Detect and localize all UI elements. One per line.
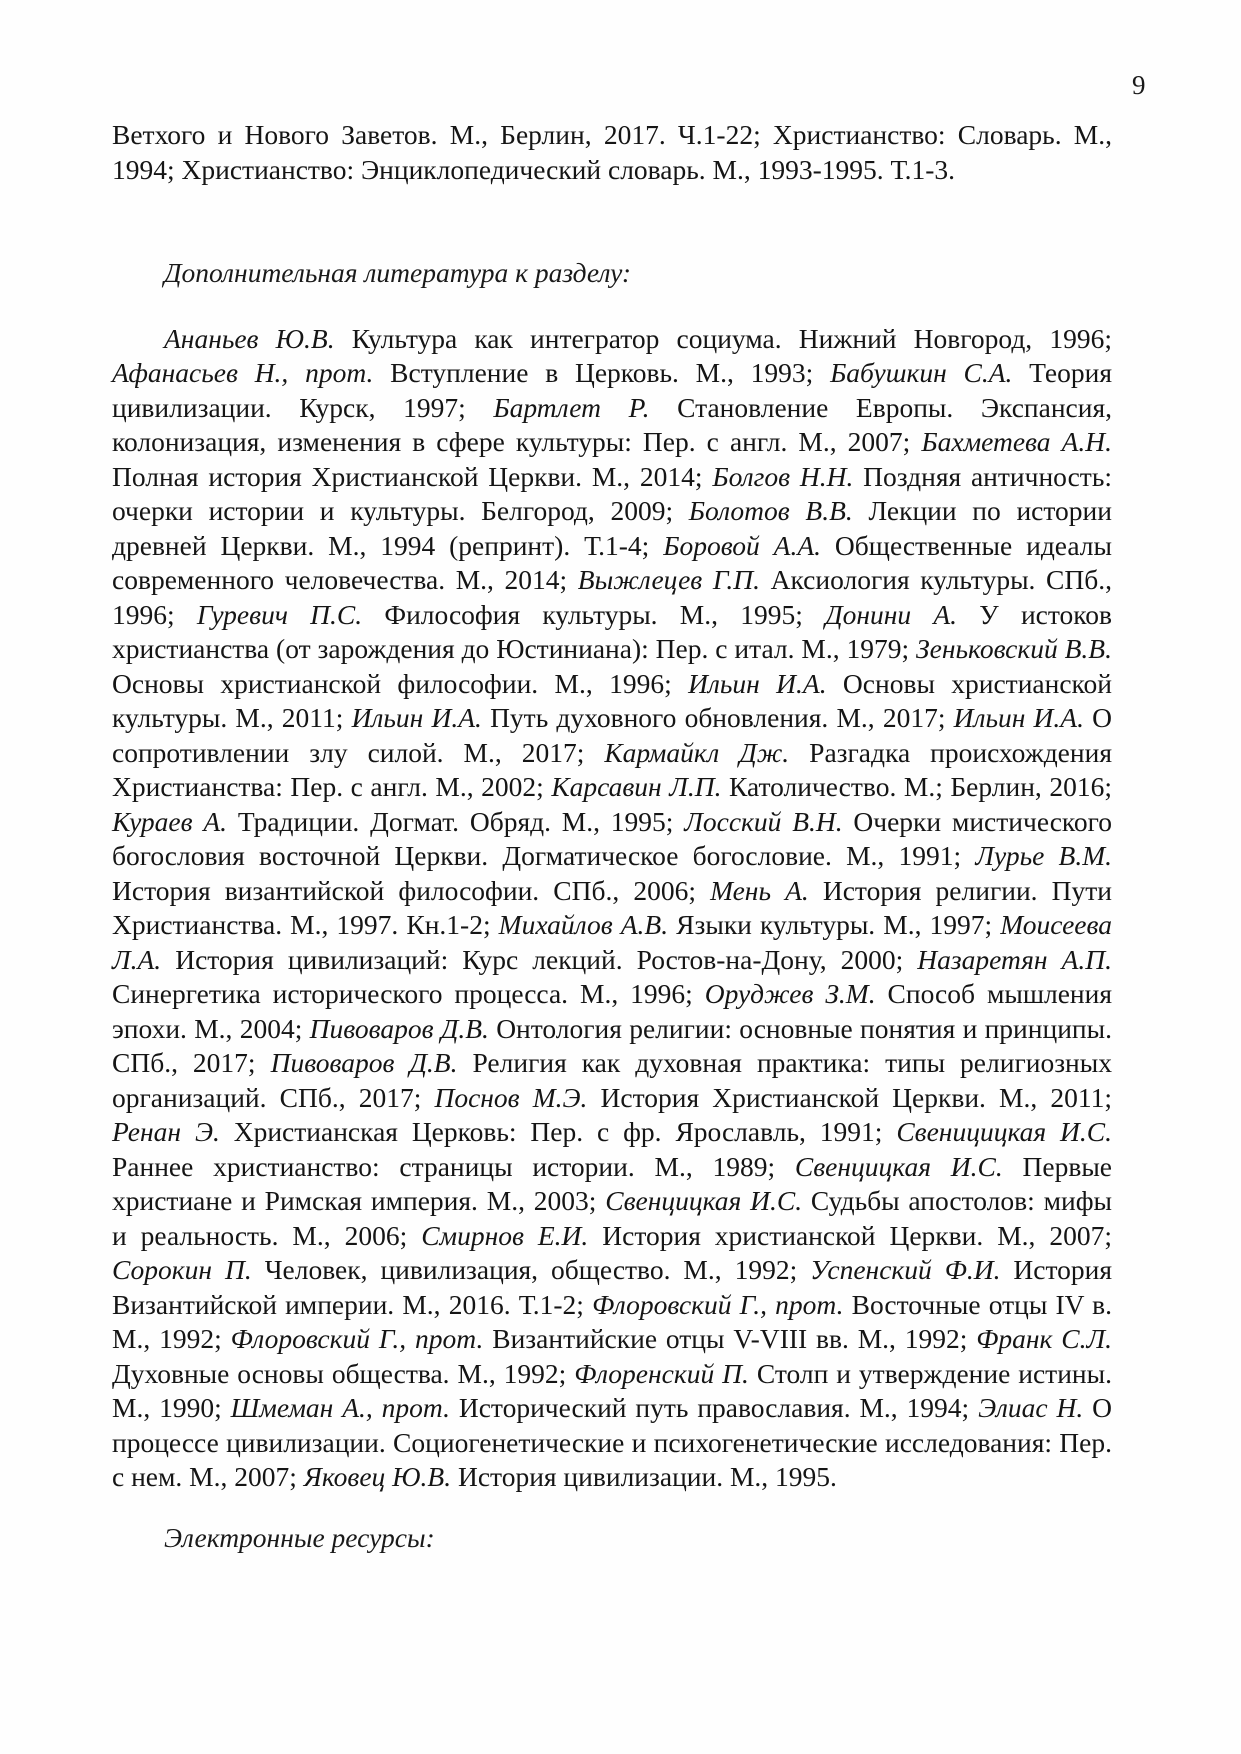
section-heading-electronic-resources: Электронные ресурсы:: [164, 1521, 435, 1553]
bibliography-author-name: Михайлов А.В.: [498, 909, 669, 940]
bibliography-author-name: Шмеман А., прот.: [230, 1392, 450, 1423]
bibliography-author-name: Пивоваров Д.В.: [309, 1012, 489, 1044]
bibliography-author-name: Свенцицкая И.С.: [605, 1185, 803, 1216]
bibliography-reference-text: История Византийской империи. М., 2016. Т.1-2;: [112, 1254, 1112, 1320]
bibliography-reference-text: Христианская Церковь: Пер. с фр. Ярославль, 1991;: [219, 1116, 897, 1147]
bibliography-author-name: Ананьев Ю.В.: [164, 322, 335, 354]
bibliography-author-name: Кураев А.: [112, 805, 228, 837]
bibliography-reference-text: Византийские отцы V-VIII вв. М., 1992;: [483, 1323, 977, 1354]
bibliography-author-name: Свенцицкая И.С.: [794, 1150, 1003, 1182]
bibliography-reference-text: Человек, цивилизация, общество. М., 1992;: [251, 1254, 811, 1285]
bibliography-author-name: Флоровский Г., прот.: [230, 1323, 484, 1354]
bibliography-reference-text: У истоков христианства (от зарождения до Юстиниана): Пер. с итал. М., 1979;: [112, 598, 1112, 664]
bibliography-reference-text: Становление Европы. Экспансия, колонизация, изменения в сфере культуры: Пер. с англ. М., 2007;: [112, 391, 1112, 457]
bibliography-author-name: Моисеева Л.А.: [112, 909, 1112, 975]
bibliography-reference-text: Способ мышления эпохи. М., 2004;: [112, 978, 1113, 1044]
bibliography-reference-text: Основы христианской философии. М., 1996;: [112, 667, 689, 699]
bibliography-reference-text: Восточные отцы IV в. М., 1992;: [112, 1288, 1112, 1354]
bibliography-reference-text: Разгадка происхождения Христианства: Пер. с англ. М., 2002;: [112, 736, 1112, 802]
bibliography-author-name: Ильин И.А.: [688, 667, 827, 699]
bibliography-reference-text: Духовные основы общества. М., 1992;: [112, 1357, 575, 1389]
bibliography-reference-text: История цивилизации. М., 1995.: [451, 1461, 837, 1492]
bibliography-reference-text: История христианской Церкви. М., 2007;: [588, 1219, 1112, 1251]
bibliography-author-name: Успенский Ф.И.: [810, 1254, 1001, 1285]
bibliography-author-name: Назаретян А.П.: [917, 943, 1112, 975]
bibliography-reference-text: Традиции. Догмат. Обряд. М., 1995;: [227, 805, 685, 837]
bibliography-reference-text: Религия как духовная практика: типы религиозных организаций. СПб., 2017;: [112, 1047, 1113, 1113]
bibliography-author-name: Бабушкин С.А.: [830, 357, 1013, 388]
bibliography-author-name: Лурье В.М.: [975, 840, 1112, 871]
bibliography-author-name: Ильин И.А.: [953, 702, 1084, 733]
bibliography-author-name: Донини А.: [825, 598, 958, 630]
bibliography-author-name: Флоровский Г., прот.: [592, 1288, 844, 1320]
bibliography-reference-text: Путь духовного обновления. М., 2017;: [481, 702, 954, 733]
bibliography-author-name: Афанасьев Н., прот.: [112, 357, 374, 388]
section-heading-additional-literature: Дополнительная литература к разделу:: [164, 257, 632, 288]
bibliography-reference-text: Основы христианской культуры. М., 2011;: [112, 667, 1112, 733]
bibliography-author-name: Лосский В.Н.: [684, 805, 843, 837]
bibliography-author-name: Бартлет Р.: [493, 391, 650, 423]
intro-paragraph: Ветхого и Нового Заветов. М., Берлин, 2017. Ч.1-22; Христианство: Словарь. М., 1994; Христианство: Энциклопедический словарь. М., 1993-1995. Т.1-3.: [112, 119, 1112, 185]
bibliography-author-name: Оруджев З.М.: [704, 978, 876, 1009]
page-number: 9: [1132, 70, 1146, 100]
bibliography-author-name: Выжлецев Г.П.: [577, 564, 761, 595]
bibliography-reference-text: О процессе цивилизации. Социогенетические и психогенетические исследования: Пер. с нем. М., 2007;: [112, 1392, 1112, 1492]
bibliography-author-name: Болотов В.В.: [688, 495, 853, 526]
bibliography-paragraph: [112, 322, 1112, 1495]
bibliography-author-name: Гуревич П.С.: [196, 598, 363, 630]
bibliography-author-name: Боровой А.А.: [663, 529, 822, 561]
bibliography-reference-text: Католичество. М.; Берлин, 2016;: [721, 771, 1112, 802]
bibliography-reference-text: Аксиология культуры. СПб., 1996;: [112, 564, 1112, 630]
bibliography-reference-text: Философия культуры. М., 1995;: [362, 598, 826, 630]
bibliography-reference-text: Раннее христианство: страницы истории. М., 1989;: [112, 1150, 795, 1182]
bibliography-reference-text: Лекции по истории древней Церкви. М., 1994 (репринт). Т.1-4;: [112, 495, 1112, 561]
bibliography-author-name: Мень А.: [710, 874, 809, 906]
bibliography-author-name: Франк С.Л.: [976, 1323, 1112, 1354]
bibliography-author-name: Бахметева А.Н.: [921, 426, 1112, 457]
bibliography-author-name: Элиас Н.: [978, 1392, 1084, 1423]
bibliography-reference-text: История Христианской Церкви. М., 2011;: [587, 1081, 1112, 1113]
bibliography-reference-text: Очерки мистического богословия восточной Церкви. Догматическое богословие. М., 1991;: [112, 805, 1112, 871]
bibliography-reference-text: Синергетика исторического процесса. М., 1996;: [112, 978, 705, 1009]
bibliography-author-name: Ренан Э.: [112, 1116, 220, 1147]
bibliography-reference-text: Столп и утверждение истины. М., 1990;: [112, 1357, 1112, 1423]
bibliography-reference-text: История цивилизаций: Курс лекций. Ростов-на-Дону, 2000;: [161, 943, 918, 975]
bibliography-reference-text: Общественные идеалы современного человечества. М., 2014;: [112, 529, 1112, 595]
bibliography-author-name: Пивоваров Д.В.: [270, 1047, 458, 1078]
bibliography-reference-text: Судьбы апостолов: мифы и реальность. М., 2006;: [112, 1185, 1113, 1251]
bibliography-author-name: Болгов Н.Н.: [712, 460, 854, 492]
bibliography-reference-text: Вступление в Церковь. М., 1993;: [373, 357, 831, 388]
bibliography-reference-text: Поздняя античность: очерки истории и культуры. Белгород, 2009;: [112, 460, 1112, 526]
bibliography-reference-text: История византийской философии. СПб., 2006;: [112, 874, 711, 906]
bibliography-author-name: Карсавин Л.П.: [551, 771, 722, 802]
bibliography-author-name: Ильин И.А.: [351, 702, 482, 733]
bibliography-reference-text: Первые христиане и Римская империя. М., 2003;: [112, 1150, 1112, 1216]
bibliography-reference-text: История религии. Пути Христианства. М., 1997. Кн.1-2;: [112, 874, 1112, 940]
bibliography-author-name: Флоренский П.: [574, 1357, 749, 1389]
bibliography-author-name: Кармайкл Дж.: [604, 736, 790, 768]
page-content: [112, 118, 1112, 1555]
bibliography-author-name: Сорокин П.: [112, 1254, 252, 1285]
bibliography-author-name: Смирнов Е.И.: [421, 1219, 589, 1251]
bibliography-reference-text: Теория цивилизации. Курск, 1997;: [112, 357, 1112, 423]
bibliography-author-name: Зеньковский В.В.: [916, 633, 1112, 664]
bibliography-reference-text: О сопротивлении злу силой. М., 2017;: [112, 702, 1112, 768]
bibliography-reference-text: Онтология религии: основные понятия и принципы. СПб., 2017;: [112, 1012, 1112, 1078]
bibliography-reference-text: Языки культуры. М., 1997;: [668, 909, 1001, 940]
bibliography-author-name: Яковец Ю.В.: [303, 1461, 452, 1492]
bibliography-author-name: Свеницицкая И.С.: [896, 1116, 1113, 1147]
bibliography-reference-text: Исторический путь православия. М., 1994;: [449, 1392, 979, 1423]
bibliography-reference-text: Культура как интегратор социума. Нижний Новгород, 1996;: [334, 322, 1112, 354]
bibliography-author-name: Поснов М.Э.: [434, 1081, 588, 1113]
bibliography-reference-text: Полная история Христианской Церкви. М., 2014;: [112, 460, 713, 492]
